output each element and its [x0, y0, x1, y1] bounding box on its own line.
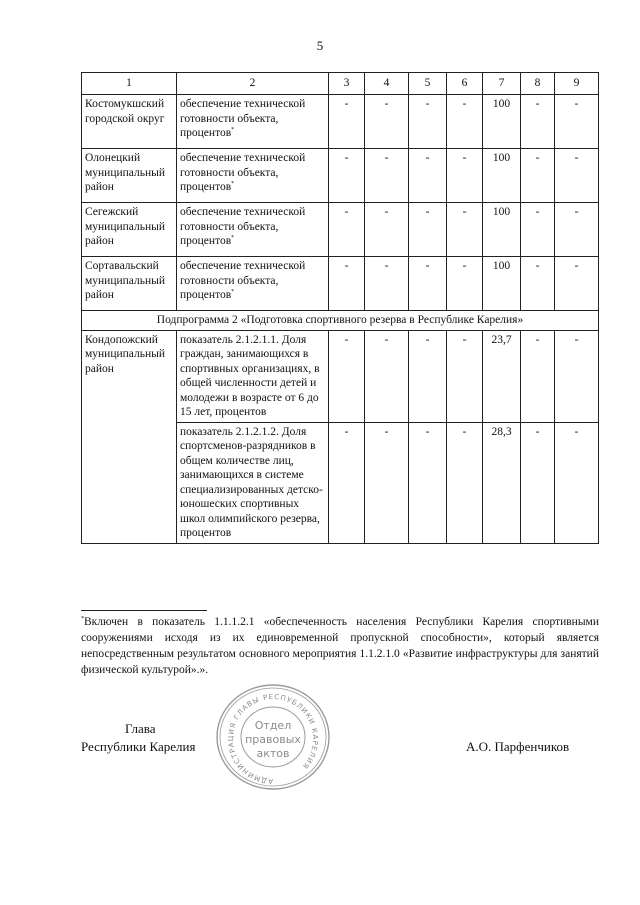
- value-cell: -: [409, 330, 447, 422]
- header-cell: 2: [177, 73, 329, 95]
- indicator-cell: обеспечение технической готовности объекта, процентов*: [177, 95, 329, 149]
- header-cell: 7: [483, 73, 521, 95]
- value-cell: -: [521, 95, 555, 149]
- stamp-line1: Отдел: [254, 719, 292, 732]
- table-row: [82, 203, 599, 257]
- value-cell: -: [329, 203, 365, 257]
- table-row: [82, 330, 599, 422]
- value-cell: -: [521, 203, 555, 257]
- header-cell: 4: [365, 73, 409, 95]
- indicator-cell: обеспечение технической готовности объекта, процентов*: [177, 203, 329, 257]
- indicator-cell: показатель 2.1.2.1.2. Доля спортсменов-разрядников в общем количестве лиц, занимающихся в системе специализированных детско-юношеских спортивных школ олимпийского резерва, процентов: [177, 422, 329, 543]
- value-cell: 100: [483, 257, 521, 311]
- header-cell: 5: [409, 73, 447, 95]
- value-cell: -: [365, 422, 409, 543]
- value-cell: -: [521, 422, 555, 543]
- header-row: [82, 73, 599, 95]
- subprogram-row: [82, 311, 599, 331]
- value-cell: -: [555, 422, 599, 543]
- stamp-ring-text: АДМИНИСТРАЦИЯ ГЛАВЫ РЕСПУБЛИКИ КАРЕЛИЯ: [226, 692, 320, 786]
- territory-cell: Олонецкий муниципальный район: [82, 149, 177, 203]
- value-cell: -: [555, 330, 599, 422]
- stamp-line2: правовых: [245, 733, 301, 746]
- value-cell: -: [521, 330, 555, 422]
- territory-cell: Костомукшский городской округ: [82, 95, 177, 149]
- value-cell: 100: [483, 203, 521, 257]
- table-row: [82, 95, 599, 149]
- subprogram-title: Подпрограмма 2 «Подготовка спортивного резерва в Республике Карелия»: [82, 311, 599, 331]
- value-cell: -: [447, 422, 483, 543]
- value-cell: 23,7: [483, 330, 521, 422]
- stamp-seal: [214, 683, 332, 791]
- indicators-table: [81, 72, 599, 544]
- value-cell: -: [365, 257, 409, 311]
- table-row: [82, 149, 599, 203]
- stamp-line3: актов: [256, 747, 290, 760]
- value-cell: 100: [483, 95, 521, 149]
- table-row: [82, 257, 599, 311]
- value-cell: -: [555, 95, 599, 149]
- header-cell: 3: [329, 73, 365, 95]
- page-number: 5: [316, 38, 324, 53]
- value-cell: -: [447, 95, 483, 149]
- value-cell: -: [409, 422, 447, 543]
- territory-cell: Кондопожский муниципальный район: [82, 330, 177, 543]
- value-cell: -: [409, 257, 447, 311]
- value-cell: -: [447, 257, 483, 311]
- header-cell: 1: [82, 73, 177, 95]
- value-cell: -: [555, 203, 599, 257]
- footnote: [81, 614, 599, 678]
- value-cell: -: [521, 257, 555, 311]
- signature-title-line2: Республики Карелия: [81, 739, 196, 754]
- indicator-cell: обеспечение технической готовности объекта, процентов*: [177, 257, 329, 311]
- value-cell: -: [447, 149, 483, 203]
- value-cell: -: [521, 149, 555, 203]
- value-cell: -: [365, 149, 409, 203]
- signature-title-line1: Глава: [125, 721, 156, 736]
- signatory-name: А.О. Парфенчиков: [466, 739, 570, 754]
- header-cell: 6: [447, 73, 483, 95]
- value-cell: -: [329, 257, 365, 311]
- value-cell: -: [409, 95, 447, 149]
- footnote-mark: *: [81, 616, 84, 623]
- value-cell: -: [365, 203, 409, 257]
- header-cell: 8: [521, 73, 555, 95]
- value-cell: -: [365, 95, 409, 149]
- value-cell: -: [329, 330, 365, 422]
- value-cell: 100: [483, 149, 521, 203]
- value-cell: -: [329, 149, 365, 203]
- value-cell: -: [365, 330, 409, 422]
- footnote-text: Включен в показатель 1.1.1.2.1 «обеспеченность населения Республики Карелия спортивными сооружениями исходя из их единовременной пропускной способности», который является непосредственным результатом основного мероприятия 1.1.2.1.0 «Развитие инфраструктуры для занятий физической культурой».».: [81, 616, 599, 676]
- value-cell: -: [555, 257, 599, 311]
- value-cell: -: [329, 95, 365, 149]
- value-cell: 28,3: [483, 422, 521, 543]
- territory-cell: Сегежский муниципальный район: [82, 203, 177, 257]
- value-cell: -: [447, 203, 483, 257]
- value-cell: -: [329, 422, 365, 543]
- value-cell: -: [447, 330, 483, 422]
- value-cell: -: [409, 203, 447, 257]
- footnote-separator: [81, 610, 207, 611]
- territory-cell: Сортавальский муниципальный район: [82, 257, 177, 311]
- value-cell: -: [555, 149, 599, 203]
- indicator-cell: показатель 2.1.2.1.1. Доля граждан, занимающихся в спортивных организациях, в общей численности детей и молодежи в возрасте от 6 до 15 лет, процентов: [177, 330, 329, 422]
- header-cell: 9: [555, 73, 599, 95]
- value-cell: -: [409, 149, 447, 203]
- indicator-cell: обеспечение технической готовности объекта, процентов*: [177, 149, 329, 203]
